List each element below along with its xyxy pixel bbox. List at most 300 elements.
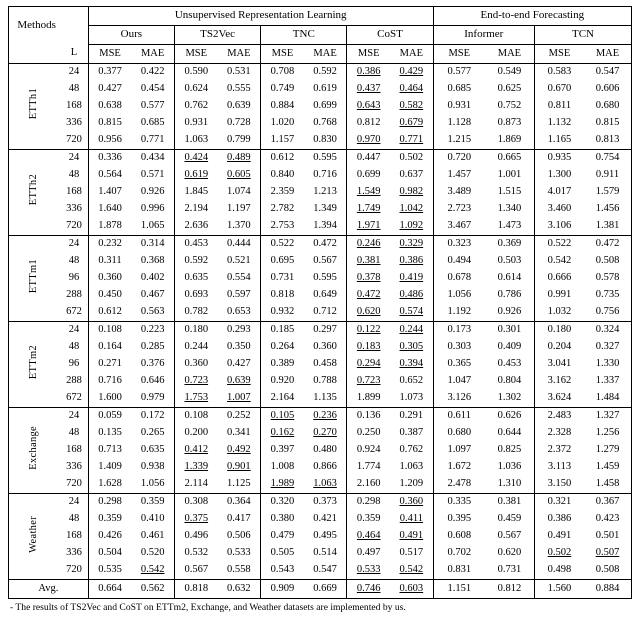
metric-value: 0.327	[584, 339, 632, 356]
metric-value: 0.595	[313, 152, 337, 164]
horizon-value: 24	[68, 66, 80, 78]
metric-value: 2.478	[433, 476, 485, 494]
metric-value: 1.032	[534, 304, 584, 322]
metric-value: 0.592	[313, 66, 337, 78]
metric-value: 2.194	[174, 201, 217, 218]
metric-value: 0.200	[174, 425, 217, 442]
metric-value: 0.297	[313, 324, 337, 336]
metric-value: 0.644	[497, 427, 522, 439]
horizon-value: 48	[68, 83, 80, 95]
metric-value: 0.502	[534, 545, 584, 562]
metric-value: 0.646	[140, 375, 165, 387]
metric-value: 0.244	[399, 324, 424, 336]
metric-value: 0.380	[261, 511, 304, 528]
metric-value: 0.924	[347, 442, 390, 459]
metric-value: 1.056	[433, 287, 485, 304]
metric-value: 0.223	[140, 324, 165, 336]
metric-value: 0.625	[497, 83, 522, 95]
metric-value: 0.653	[218, 304, 261, 322]
metric-value: 0.495	[313, 530, 337, 542]
metric-value: 1.063	[399, 461, 424, 473]
metric-value: 0.620	[497, 547, 522, 559]
table-row	[9, 562, 632, 580]
metric-value: 0.624	[174, 81, 217, 98]
metric-value: 0.381	[347, 253, 390, 270]
table-row	[9, 150, 632, 168]
metric-value: 0.464	[347, 528, 390, 545]
metric-value: 0.359	[140, 496, 165, 508]
metric-value: 1.008	[261, 459, 304, 476]
metric-value: 0.611	[433, 408, 485, 426]
metric-value: 0.608	[433, 528, 485, 545]
metric-value: 0.818	[261, 287, 304, 304]
horizon-value: 720	[60, 132, 88, 150]
metric-value: 0.335	[433, 494, 485, 512]
metric-value: 0.752	[497, 100, 522, 112]
metric-value: 0.479	[261, 528, 304, 545]
metric-value: 1.339	[174, 459, 217, 476]
table-row	[9, 132, 632, 150]
table-row	[9, 528, 632, 545]
metric-value: 0.236	[313, 410, 337, 422]
metric-value: 2.372	[534, 442, 584, 459]
metric-value: 2.328	[534, 425, 584, 442]
metric-value: 0.678	[433, 270, 485, 287]
metric-value: 0.590	[174, 64, 217, 82]
metric-value: 1.327	[584, 408, 632, 426]
metric-value: 1.394	[304, 218, 347, 236]
dataset-label-weather: Weather	[9, 494, 61, 580]
metric-value: 3.150	[534, 476, 584, 494]
metric-value: 0.373	[313, 496, 337, 508]
table-row	[9, 98, 632, 115]
metric-value: 4.017	[534, 184, 584, 201]
metric-value: 0.782	[174, 304, 217, 322]
metric-value: 0.695	[261, 253, 304, 270]
metric-value: 3.041	[534, 356, 584, 373]
metric-value: 1.063	[174, 132, 217, 150]
metric-value: 0.786	[497, 289, 522, 301]
metric-value: 0.932	[261, 304, 304, 322]
metric-value: 2.753	[261, 218, 304, 236]
metric-value: 0.250	[347, 425, 390, 442]
horizon-value: 672	[60, 390, 88, 408]
metric-value: 0.549	[497, 66, 522, 78]
metric-value: 0.180	[174, 322, 217, 340]
metric-value: 0.788	[313, 375, 337, 387]
metric-value: 0.421	[313, 513, 337, 525]
metric-value: 1.473	[485, 218, 535, 236]
metric-value: 0.498	[534, 562, 584, 580]
metric-value: 0.956	[88, 132, 131, 150]
metric-value: 2.636	[174, 218, 217, 236]
metric-value: 0.926	[140, 186, 165, 198]
metric-value: 0.712	[304, 304, 347, 322]
metric-value: 0.982	[399, 186, 424, 198]
metric-value: 0.577	[140, 100, 165, 112]
metric-value: 0.723	[347, 373, 390, 390]
group-header-unsupervised: Unsupervised Representation Learning	[88, 7, 433, 26]
metric-value: 1.209	[390, 476, 433, 494]
horizon-value: 288	[66, 375, 82, 387]
metric-value: 0.563	[131, 304, 174, 322]
metric-value: 0.180	[534, 322, 584, 340]
metric-value: 0.311	[88, 253, 131, 270]
metric-value: 0.108	[174, 408, 217, 426]
average-value: 0.812	[485, 580, 535, 599]
metric-value: 0.699	[347, 167, 390, 184]
metric-value: 0.595	[313, 272, 337, 284]
dataset-label-etth2: ETTh2	[9, 150, 61, 236]
table-row	[9, 408, 632, 426]
metric-header: MSE	[534, 45, 584, 64]
metric-value: 0.359	[347, 511, 390, 528]
metric-value: 0.303	[433, 339, 485, 356]
table-body	[9, 7, 632, 599]
metric-value: 0.564	[88, 167, 131, 184]
metric-value: 1.135	[304, 390, 347, 408]
table-footnote: - The results of TS2Vec and CoST on ETTm2, Exchange, and Weather datasets are implemented by us.	[10, 602, 406, 613]
average-value: 0.669	[304, 580, 347, 599]
metric-value: 0.571	[140, 169, 165, 181]
metric-value: 0.164	[88, 339, 131, 356]
table-row	[9, 167, 632, 184]
metric-value: 0.503	[497, 255, 522, 267]
table-row	[9, 287, 632, 304]
metric-value: 1.457	[433, 167, 485, 184]
metric-value: 0.434	[140, 152, 165, 164]
metric-value: 1.047	[433, 373, 485, 390]
metric-value: 1.330	[584, 356, 632, 373]
metric-value: 0.620	[347, 304, 390, 322]
horizon-value: 672	[60, 304, 88, 322]
table-row	[9, 442, 632, 459]
horizon-value: 168	[66, 100, 82, 112]
metric-value: 1.097	[433, 442, 485, 459]
metric-value: 3.467	[433, 218, 485, 236]
metric-value: 1.349	[313, 203, 337, 215]
average-value: 0.562	[131, 580, 174, 599]
metric-value: 0.840	[261, 167, 304, 184]
table-row	[9, 270, 632, 287]
metric-value: 0.716	[313, 169, 337, 181]
metric-value: 1.056	[131, 476, 174, 494]
average-value: 0.632	[218, 580, 261, 599]
metric-value: 0.491	[534, 528, 584, 545]
metric-value: 0.716	[88, 373, 131, 390]
metric-value: 0.367	[584, 494, 632, 512]
metric-value: 0.670	[534, 81, 584, 98]
metric-value: 1.899	[347, 390, 390, 408]
metric-value: 0.122	[347, 322, 390, 340]
metric-value: 1.515	[497, 186, 522, 198]
metric-value: 0.427	[227, 358, 251, 370]
metric-value: 0.301	[497, 324, 522, 336]
metric-value: 1.256	[584, 425, 632, 442]
metric-value: 3.113	[534, 459, 584, 476]
metric-value: 0.265	[140, 427, 165, 439]
table-row	[9, 511, 632, 528]
metric-value: 1.640	[88, 201, 131, 218]
metric-value: 0.105	[261, 408, 304, 426]
metric-value: 0.394	[399, 358, 424, 370]
table-row	[9, 184, 632, 201]
metric-value: 1.340	[497, 203, 522, 215]
table-row	[9, 476, 632, 494]
metric-header: MAE	[390, 45, 433, 64]
metric-value: 0.397	[261, 442, 304, 459]
metric-value: 0.830	[304, 132, 347, 150]
metric-value: 0.574	[390, 304, 433, 322]
horizon-value: 720	[60, 218, 88, 236]
metric-value: 1.092	[390, 218, 433, 236]
metric-value: 0.369	[497, 238, 522, 250]
metric-value: 1.600	[88, 390, 131, 408]
metric-value: 1.774	[347, 459, 390, 476]
metric-value: 0.666	[534, 270, 584, 287]
dataset-label-ettm2: ETTm2	[9, 322, 61, 408]
metric-header: MSE	[433, 45, 485, 64]
metric-value: 0.429	[399, 66, 424, 78]
horizon-value: 168	[66, 530, 82, 542]
metric-value: 0.799	[218, 132, 261, 150]
metric-value: 0.592	[174, 253, 217, 270]
metric-value: 0.547	[304, 562, 347, 580]
metric-value: 0.472	[584, 236, 632, 254]
metric-value: 0.320	[261, 494, 304, 512]
metric-value: 0.368	[140, 255, 165, 267]
metric-value: 0.496	[174, 528, 217, 545]
metric-value: 0.341	[227, 427, 251, 439]
metric-value: 0.410	[140, 513, 165, 525]
dataset-label-ettm1: ETTm1	[9, 236, 61, 322]
metric-value: 0.246	[347, 236, 390, 254]
metric-value: 1.370	[218, 218, 261, 236]
metric-value: 0.298	[347, 494, 390, 512]
metric-value: 1.125	[218, 476, 261, 494]
metric-value: 1.213	[313, 186, 337, 198]
metric-value: 0.453	[497, 358, 522, 370]
metric-value: 0.502	[399, 152, 424, 164]
metric-value: 0.321	[534, 494, 584, 512]
metric-value: 0.412	[174, 442, 217, 459]
metric-value: 0.522	[261, 236, 304, 254]
metric-value: 0.815	[88, 115, 131, 132]
metric-value: 0.815	[584, 115, 632, 132]
metric-value: 0.735	[584, 287, 632, 304]
metric-value: 0.873	[497, 117, 522, 129]
average-value: 0.884	[584, 580, 632, 599]
metric-value: 0.472	[347, 287, 390, 304]
metric-value: 0.626	[497, 410, 522, 422]
metric-value: 0.450	[88, 287, 131, 304]
metric-value: 0.252	[227, 410, 251, 422]
metric-value: 0.543	[261, 562, 304, 580]
metric-value: 0.635	[140, 444, 165, 456]
metric-header: MAE	[485, 45, 535, 64]
metric-value: 1.132	[534, 115, 584, 132]
metric-value: 0.866	[313, 461, 337, 473]
metric-header: MSE	[347, 45, 390, 64]
metric-value: 0.517	[399, 547, 424, 559]
average-label: Avg.	[9, 580, 89, 599]
metric-value: 0.768	[313, 117, 337, 129]
methods-header-pad	[60, 7, 88, 45]
metric-value: 1.337	[584, 373, 632, 390]
metric-value: 0.360	[88, 270, 131, 287]
metric-value: 0.364	[227, 496, 251, 508]
metric-value: 0.244	[174, 339, 217, 356]
metric-value: 0.731	[485, 562, 535, 580]
metric-value: 0.612	[261, 150, 304, 168]
metric-value: 1.157	[261, 132, 304, 150]
horizon-header: L	[60, 45, 88, 64]
horizon-value: 720	[60, 562, 88, 580]
average-value: 0.818	[174, 580, 217, 599]
metric-value: 2.782	[261, 201, 304, 218]
metric-value: 0.606	[584, 81, 632, 98]
metric-value: 0.749	[261, 81, 304, 98]
horizon-value: 336	[66, 203, 82, 215]
metric-value: 0.419	[399, 272, 424, 284]
horizon-value: 24	[68, 152, 80, 164]
table-row	[9, 322, 632, 340]
metric-value: 1.310	[485, 476, 535, 494]
metric-value: 0.649	[313, 289, 337, 301]
metric-value: 0.756	[584, 304, 632, 322]
horizon-value: 48	[68, 169, 80, 181]
metric-value: 1.197	[227, 203, 251, 215]
metric-value: 1.020	[261, 115, 304, 132]
metric-value: 0.612	[88, 304, 131, 322]
metric-value: 1.128	[433, 115, 485, 132]
metric-value: 0.685	[433, 81, 485, 98]
metric-value: 0.497	[347, 545, 390, 562]
metric-value: 0.762	[174, 98, 217, 115]
metric-value: 0.699	[313, 100, 337, 112]
horizon-value: 96	[68, 272, 80, 284]
metric-value: 1.845	[174, 184, 217, 201]
metric-value: 0.754	[584, 150, 632, 168]
metric-value: 0.522	[534, 236, 584, 254]
metric-value: 0.884	[261, 98, 304, 115]
dataset-label-etth1: ETTh1	[9, 64, 61, 150]
metric-value: 0.597	[227, 289, 251, 301]
metric-value: 0.731	[261, 270, 304, 287]
table-row	[9, 253, 632, 270]
methods-header-blank	[9, 45, 61, 64]
metric-header: MAE	[218, 45, 261, 64]
metric-value: 1.007	[218, 390, 261, 408]
metric-value: 0.508	[584, 253, 632, 270]
metric-value: 0.108	[88, 322, 131, 340]
table-row	[9, 356, 632, 373]
average-row	[9, 580, 632, 599]
metric-value: 0.605	[227, 169, 251, 181]
metric-header: MSE	[174, 45, 217, 64]
results-table	[8, 6, 632, 599]
metric-value: 0.324	[584, 322, 632, 340]
metric-value: 1.971	[347, 218, 390, 236]
metric-value: 0.619	[313, 83, 337, 95]
metric-value: 0.926	[485, 304, 535, 322]
metric-value: 0.567	[313, 255, 337, 267]
metric-value: 1.302	[485, 390, 535, 408]
metric-value: 0.935	[534, 150, 584, 168]
table-row	[9, 115, 632, 132]
metric-value: 1.036	[497, 461, 522, 473]
metric-value: 1.073	[390, 390, 433, 408]
metric-value: 1.459	[584, 459, 632, 476]
metric-value: 0.409	[497, 341, 522, 353]
metric-value: 0.679	[399, 117, 424, 129]
metric-value: 0.489	[227, 152, 251, 164]
metric-value: 0.486	[399, 289, 424, 301]
metric-value: 0.532	[174, 545, 217, 562]
horizon-value: 24	[68, 410, 80, 422]
average-value: 1.151	[433, 580, 485, 599]
metric-value: 0.359	[88, 511, 131, 528]
table-row	[9, 339, 632, 356]
metric-value: 0.713	[88, 442, 131, 459]
horizon-value: 288	[66, 289, 82, 301]
metric-value: 0.402	[140, 272, 165, 284]
metric-value: 0.411	[399, 513, 423, 525]
metric-value: 0.813	[584, 132, 632, 150]
metric-value: 0.504	[88, 545, 131, 562]
metric-value: 0.582	[399, 100, 424, 112]
metric-value: 0.454	[140, 83, 165, 95]
horizon-value: 336	[66, 547, 82, 559]
metric-value: 0.386	[399, 255, 424, 267]
metric-value: 0.336	[88, 150, 131, 168]
metric-value: 0.901	[227, 461, 251, 473]
metric-value: 1.749	[347, 201, 390, 218]
metric-value: 1.628	[88, 476, 131, 494]
metric-value: 0.386	[347, 64, 390, 82]
dataset-label-exchange: Exchange	[9, 408, 61, 494]
horizon-value: 48	[68, 255, 80, 267]
metric-value: 2.359	[261, 184, 304, 201]
metric-value: 1.042	[399, 203, 424, 215]
metric-value: 0.059	[88, 408, 131, 426]
metric-value: 0.172	[140, 410, 165, 422]
metric-value: 0.426	[88, 528, 131, 545]
horizon-value: 96	[68, 358, 80, 370]
metric-value: 0.305	[399, 341, 424, 353]
metric-value: 0.376	[140, 358, 165, 370]
metric-header: MAE	[131, 45, 174, 64]
metric-value: 1.381	[584, 218, 632, 236]
metric-value: 3.460	[534, 201, 584, 218]
metric-value: 1.484	[584, 390, 632, 408]
table-row	[9, 218, 632, 236]
metric-value: 0.387	[399, 427, 424, 439]
metric-value: 1.192	[433, 304, 485, 322]
metric-value: 0.680	[433, 425, 485, 442]
metric-value: 1.456	[584, 201, 632, 218]
metric-value: 0.464	[399, 83, 424, 95]
metric-value: 0.637	[399, 169, 424, 181]
average-value: 0.909	[261, 580, 304, 599]
metric-value: 0.533	[227, 547, 251, 559]
model-header-ours: Ours	[88, 26, 174, 45]
metric-value: 0.804	[497, 375, 522, 387]
metric-value: 2.483	[534, 408, 584, 426]
metric-value: 0.204	[534, 339, 584, 356]
metric-value: 0.728	[227, 117, 251, 129]
model-header-cost: CoST	[347, 26, 433, 45]
